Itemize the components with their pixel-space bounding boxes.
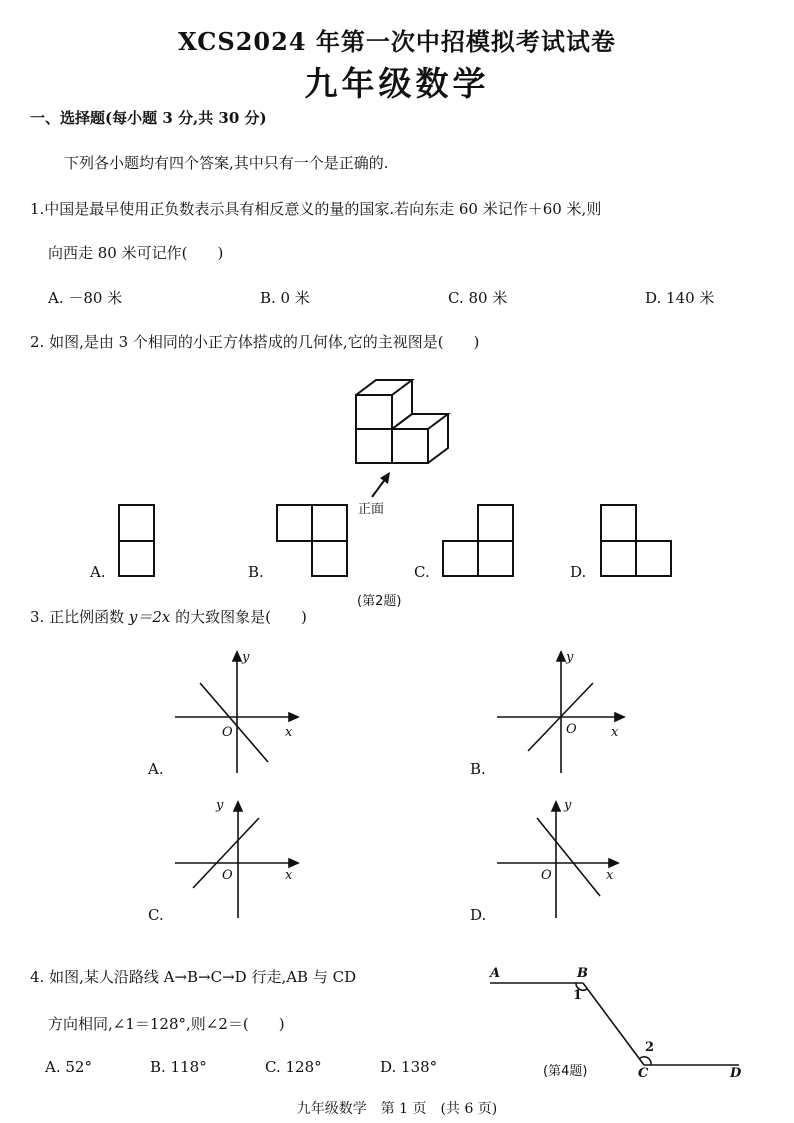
q3-b-x-label: x bbox=[611, 725, 619, 740]
bottom-left-cube-front bbox=[356, 429, 392, 463]
q4-stem-line1: 4. 如图,某人沿路线 A→B→C→D 行走,AB 与 CD bbox=[30, 968, 357, 986]
q3-option-b-letter: B. bbox=[470, 760, 486, 778]
bottom-right-cube-front bbox=[392, 429, 428, 463]
q3-graph-a bbox=[175, 652, 298, 773]
section-heading: 一、选择题(每小题 3 分,共 30 分) bbox=[30, 109, 267, 127]
q2-option-b-view bbox=[277, 505, 347, 576]
front-arrow bbox=[372, 472, 390, 497]
page-footer: 九年级数学 第 1 页 (共 6 页) bbox=[296, 1101, 498, 1117]
q2-option-b-letter: B. bbox=[248, 563, 264, 581]
q4-figure bbox=[490, 983, 739, 1065]
q4-caption: (第4题) bbox=[543, 1064, 588, 1079]
q4-angle-1-label: 1 bbox=[573, 988, 583, 1003]
q1-option-b: B. 0 米 bbox=[260, 289, 310, 307]
q4-point-d: D bbox=[730, 1066, 742, 1081]
q3-stem bbox=[30, 606, 307, 627]
q3-c-origin: O bbox=[222, 868, 233, 883]
q4-option-a: A. 52° bbox=[45, 1058, 92, 1076]
q4-option-b: B. 118° bbox=[150, 1058, 207, 1076]
q3-graph-d bbox=[497, 802, 618, 918]
q1-option-c: C. 80 米 bbox=[448, 289, 508, 307]
q4-angle-2-label: 2 bbox=[645, 1040, 655, 1055]
q4-option-d: D. 138° bbox=[380, 1058, 438, 1076]
q3-option-d-letter: D. bbox=[470, 906, 487, 924]
q2-front-label: 正面 bbox=[358, 502, 385, 517]
q3-stem-suffix: 的大致图象是( ) bbox=[170, 608, 307, 626]
subject-title: 九年级数学 bbox=[304, 64, 490, 103]
q4-stem-line2: 方向相同,∠1＝128°,则∠2＝( ) bbox=[48, 1015, 285, 1033]
q2-option-c-view bbox=[443, 505, 513, 576]
q4-point-c: C bbox=[638, 1066, 649, 1081]
q2-option-a-letter: A. bbox=[90, 563, 106, 581]
q2-option-d-view bbox=[601, 505, 671, 576]
q3-c-x-label: x bbox=[285, 868, 293, 883]
q3-a-y-label: y bbox=[242, 650, 250, 665]
q1-option-d: D. 140 米 bbox=[645, 289, 715, 307]
q3-d-y-label: y bbox=[564, 798, 572, 813]
q3-option-a-letter: A. bbox=[148, 760, 164, 778]
q3-graph-b bbox=[497, 652, 624, 773]
q3-a-origin: O bbox=[222, 725, 233, 740]
q1-stem-line1: 1.中国是最早使用正负数表示具有相反意义的量的国家.若向东走 60 米记作＋60 米,则 bbox=[30, 200, 602, 218]
section-instruction: 下列各小题均有四个答案,其中只有一个是正确的. bbox=[64, 154, 389, 172]
exam-title: XCS2024 年第一次中招模拟考试试卷 bbox=[178, 27, 616, 56]
q2-option-d-letter: D. bbox=[570, 563, 587, 581]
q3-c-y-label: y bbox=[216, 798, 224, 813]
q4-point-b: B bbox=[577, 966, 588, 981]
q1-stem-line2: 向西走 80 米可记作( ) bbox=[48, 244, 224, 262]
q3-b-y-label: y bbox=[566, 650, 574, 665]
q2-stem: 2. 如图,是由 3 个相同的小正方体搭成的几何体,它的主视图是( ) bbox=[30, 333, 480, 351]
q2-3d-figure bbox=[356, 380, 448, 463]
q3-d-x-label: x bbox=[606, 868, 614, 883]
q3-formula: y＝2x bbox=[128, 608, 171, 626]
q2-option-c-letter: C. bbox=[414, 563, 430, 581]
q2-caption: (第2题) bbox=[357, 594, 402, 609]
q3-d-origin: O bbox=[541, 868, 552, 883]
q2-option-a-view bbox=[119, 505, 154, 576]
q3-graph-c bbox=[175, 802, 298, 918]
q3-a-x-label: x bbox=[285, 725, 293, 740]
q3-option-c-letter: C. bbox=[148, 906, 164, 924]
q3-b-origin: O bbox=[566, 722, 577, 737]
q3-stem-prefix: 3. 正比例函数 bbox=[30, 608, 129, 626]
q4-option-c: C. 128° bbox=[265, 1058, 322, 1076]
q1-option-a: A. －80 米 bbox=[48, 289, 123, 307]
top-cube-front bbox=[356, 395, 392, 429]
q4-point-a: A bbox=[490, 966, 501, 981]
